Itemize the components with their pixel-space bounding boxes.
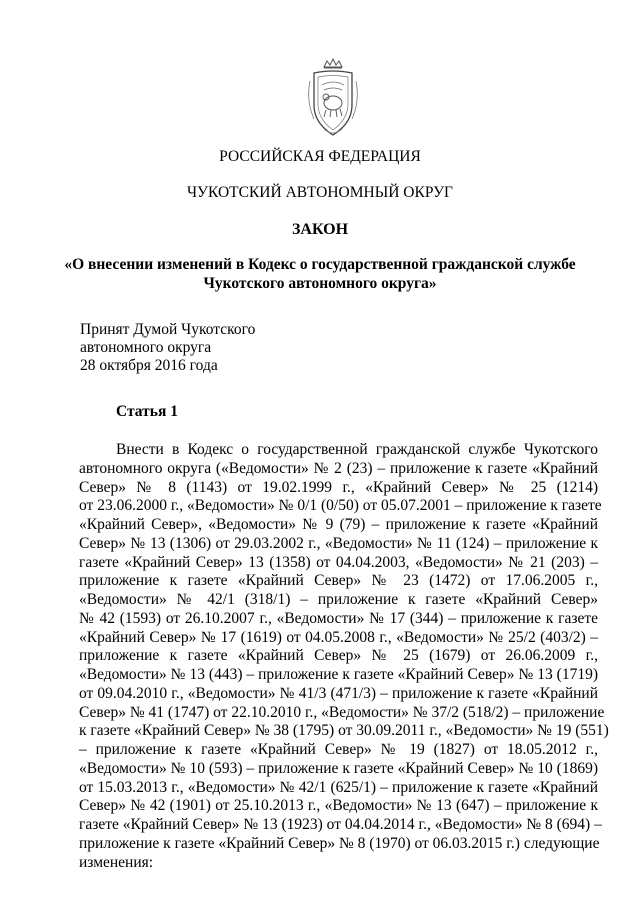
body-line: приложение к газете «Крайний Север» № 8 (1970) от 06.03.2015 г.) следующие [79, 834, 600, 852]
law-title [0, 255, 640, 293]
body-line: Север» № 42 (1901) от 25.10.2013 г., «Ведомости» № 13 (647) – приложение к [79, 797, 598, 815]
body-line: от 23.06.2000 г., «Ведомости» № 0/1 (0/50) от 05.07.2001 – приложение к газете [79, 497, 602, 515]
body-line: от 15.03.2013 г., «Ведомости» № 42/1 (625/1) – приложение к газете «Крайний [79, 778, 598, 796]
body-line: «Крайний Север» № 17 (1619) от 04.05.2008 г., «Ведомости» № 25/2 (403/2) – [79, 628, 598, 646]
body-line: автономного округа («Ведомости» № 2 (23) – приложение к газете «Крайний [79, 459, 598, 477]
adoption-info [80, 321, 380, 375]
article-heading: Статья 1 [116, 403, 178, 420]
body-line: «Крайний Север», «Ведомости» № 9 (79) – приложение к газете «Крайний [79, 516, 598, 533]
header-federation: РОССИЙСКАЯ ФЕДЕРАЦИЯ [219, 148, 421, 165]
body-line: изменения: [79, 853, 154, 871]
body-line: газете «Крайний Север» № 13 (1923) от 04.04.2014 г., «Ведомости» № 8 (694) – [79, 816, 602, 833]
document-type: ЗАКОН [291, 221, 349, 238]
body-line: «Ведомости» № 42/1 (318/1) – приложение к газете «Крайний Север» [79, 591, 598, 608]
body-line: Север» № 41 (1747) от 22.10.2010 г., «Ведомости» № 37/2 (518/2) – приложение [79, 703, 605, 721]
body-line: газете «Крайний Север» 13 (1358) от 04.04.2003, «Ведомости» № 21 (203) – [79, 553, 598, 571]
body-line: «Ведомости» № 10 (593) – приложение к газете «Крайний Север» № 10 (1869) [79, 759, 598, 777]
body-line: к газете «Крайний Север» № 38 (1795) от 30.09.2011 г., «Ведомости» № 19 (551) [79, 722, 609, 740]
adoption-line: автономного округа [80, 339, 212, 356]
body-line: приложение к газете «Крайний Север» № 23 (1472) от 17.06.2005 г., [79, 572, 598, 590]
law-title-line: «О внесении изменений в Кодекс о государственной гражданской службе [64, 256, 576, 273]
law-title-line: Чукотского автономного округа» [203, 275, 437, 292]
body-line: приложение к газете «Крайний Север» № 25 (1679) от 26.06.2009 г., [79, 647, 598, 665]
header-okrug: ЧУКОТСКИЙ АВТОНОМНЫЙ ОКРУГ [186, 184, 454, 201]
coat-of-arms-emblem-icon [300, 57, 366, 141]
adoption-date: 28 октября 2016 года [80, 357, 218, 374]
adoption-line: Принят Думой Чукотского [80, 321, 256, 338]
body-line: Внести в Кодекс о государственной гражданской службе Чукотского [116, 441, 598, 458]
article-body [79, 441, 609, 872]
body-line: Север» № 8 (1143) от 19.02.1999 г., «Крайний Север» № 25 (1214) [79, 478, 598, 496]
body-line: от 09.04.2010 г., «Ведомости» № 41/3 (471/3) – приложение к газете «Крайний [79, 684, 598, 702]
body-line: № 42 (1593) от 26.10.2007 г., «Ведомости» № 17 (344) – приложение к газете [79, 609, 598, 627]
body-line: Север» № 13 (1306) от 29.03.2002 г., «Ведомости» № 11 (124) – приложение к [79, 534, 598, 552]
body-line: «Ведомости» № 13 (443) – приложение к газете «Крайний Север» № 13 (1719) [79, 666, 598, 683]
body-line: – приложение к газете «Крайний Север» № 19 (1827) от 18.05.2012 г., [79, 741, 598, 758]
